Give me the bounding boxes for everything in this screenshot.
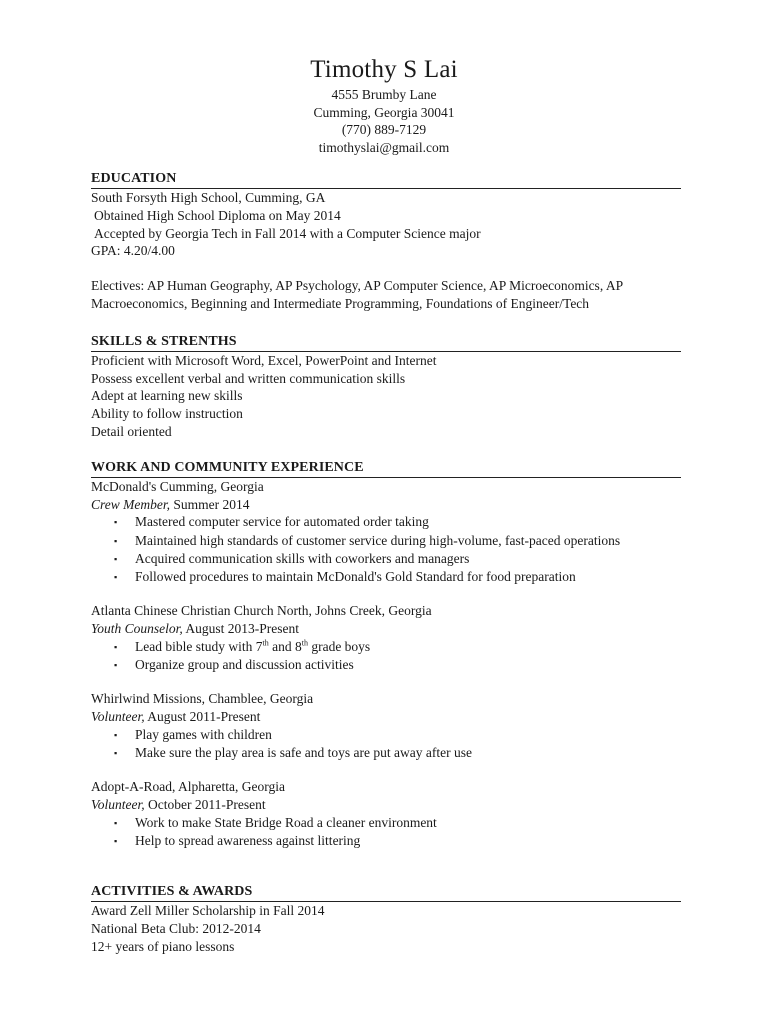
school-name: South Forsyth High School, Cumming, GA [91, 190, 326, 205]
skill-item: Possess excellent verbal and written communication skills [91, 370, 406, 386]
duties-list [91, 638, 681, 674]
bullet-square-icon: ▪ [114, 817, 118, 828]
skills-heading: SKILLS & STRENTHS [91, 333, 681, 352]
experience-entry-whirlwind [91, 690, 681, 762]
duty-text: Play games with children [135, 726, 272, 742]
skills-section [91, 333, 681, 441]
experience-entry-mcdonalds [91, 478, 681, 586]
applicant-name: Timothy S Lai [310, 56, 458, 83]
activity-item: 12+ years of piano lessons [91, 938, 235, 954]
duty-text: Work to make State Bridge Road a cleaner environment [135, 814, 437, 830]
bullet-square-icon: ▪ [114, 517, 118, 528]
bullet-square-icon: ▪ [114, 535, 118, 546]
list-item [91, 814, 681, 832]
bullet-square-icon: ▪ [114, 659, 118, 670]
ordinal-suffix: th [262, 638, 269, 648]
education-heading: EDUCATION [91, 170, 681, 189]
role-period: October 2011-Present [144, 796, 266, 812]
skill-item: Detail oriented [91, 423, 172, 439]
activities-heading: ACTIVITIES & AWARDS [91, 883, 681, 902]
experience-entry-adopt-a-road [91, 778, 681, 850]
duties-list [91, 513, 681, 586]
address-line-2: Cumming, Georgia 30041 [313, 104, 455, 120]
organization-name: Adopt-A-Road, Alpharetta, Georgia [91, 779, 285, 795]
bullet-square-icon: ▪ [114, 553, 118, 564]
role-period: August 2013-Present [182, 620, 300, 636]
list-item [91, 656, 681, 674]
spacer [91, 441, 681, 459]
duty-text-part: and 8 [268, 638, 302, 654]
duty-text: Help to spread awareness against littering [135, 832, 361, 848]
spacer [91, 313, 681, 333]
list-item [91, 513, 681, 531]
bullet-square-icon: ▪ [114, 571, 118, 582]
skill-item: Proficient with Microsoft Word, Excel, PowerPoint and Internet [91, 352, 437, 368]
list-item [91, 744, 681, 762]
duty-text [135, 639, 370, 654]
list-item [91, 568, 681, 586]
experience-entry-church [91, 602, 681, 674]
electives-line-2: Macroeconomics, Beginning and Intermediate Programming, Foundations of Engineer/Tech [91, 295, 590, 311]
list-item [91, 638, 681, 656]
phone-number: (770) 889-7129 [341, 122, 427, 138]
bullet-square-icon: ▪ [114, 835, 118, 846]
list-item [91, 532, 681, 550]
role-period: Summer 2014 [170, 496, 250, 512]
duty-text: Make sure the play area is safe and toys are put away after use [135, 744, 472, 760]
duty-text-part: grade boys [307, 638, 371, 654]
gpa-line: GPA: 4.20/4.00 [91, 243, 175, 259]
organization-name: McDonald's Cumming, Georgia [91, 478, 264, 494]
spacer [91, 850, 681, 883]
role-dates [91, 708, 681, 726]
spacer [91, 762, 681, 778]
list-item [91, 832, 681, 850]
role-dates [91, 620, 681, 638]
acceptance-line: Accepted by Georgia Tech in Fall 2014 with a Computer Science major [94, 225, 481, 241]
skill-item: Adept at learning new skills [91, 388, 243, 404]
list-item [91, 550, 681, 568]
role-title: Youth Counselor, [91, 620, 183, 636]
activity-item: Award Zell Miller Scholarship in Fall 2014 [91, 903, 325, 919]
role-dates [91, 796, 681, 814]
role-title: Volunteer, [91, 796, 145, 812]
organization-name: Atlanta Chinese Christian Church North, Johns Creek, Georgia [91, 603, 432, 619]
activity-item: National Beta Club: 2012-2014 [91, 920, 261, 936]
experience-heading: WORK AND COMMUNITY EXPERIENCE [91, 459, 681, 478]
duty-text: Mastered computer service for automated order taking [135, 514, 429, 530]
duty-text: Organize group and discussion activities [135, 656, 354, 672]
role-period: August 2011-Present [144, 708, 261, 724]
resume-header [0, 55, 768, 157]
duty-text: Followed procedures to maintain McDonald's Gold Standard for food preparation [135, 568, 576, 584]
list-item [91, 726, 681, 744]
address-line-1: 4555 Brumby Lane [331, 87, 437, 102]
organization-name: Whirlwind Missions, Chamblee, Georgia [91, 691, 314, 707]
role-title: Crew Member, [91, 496, 170, 512]
duties-list [91, 726, 681, 762]
experience-section [91, 459, 681, 850]
education-section [91, 170, 681, 313]
resume-body [91, 170, 681, 956]
bullet-square-icon: ▪ [114, 641, 118, 652]
bullet-square-icon: ▪ [114, 729, 118, 740]
diploma-line: Obtained High School Diploma on May 2014 [94, 207, 341, 223]
spacer [91, 674, 681, 690]
spacer [91, 586, 681, 602]
electives-line-1: Electives: AP Human Geography, AP Psychology, AP Computer Science, AP Microeconomics, AP [91, 278, 624, 294]
ordinal-suffix: th [301, 638, 308, 648]
duties-list [91, 814, 681, 850]
role-title: Volunteer, [91, 708, 145, 724]
email-address: timothyslai@gmail.com [318, 140, 450, 156]
duty-text: Acquired communication skills with coworkers and managers [135, 550, 470, 566]
activities-section [91, 883, 681, 955]
bullet-square-icon: ▪ [114, 747, 118, 758]
duty-text: Maintained high standards of customer service during high-volume, fast-paced operations [135, 532, 621, 548]
duty-text-part: Lead bible study with 7 [135, 638, 263, 654]
skill-item: Ability to follow instruction [91, 406, 243, 422]
spacer [91, 260, 681, 277]
role-dates [91, 496, 681, 514]
